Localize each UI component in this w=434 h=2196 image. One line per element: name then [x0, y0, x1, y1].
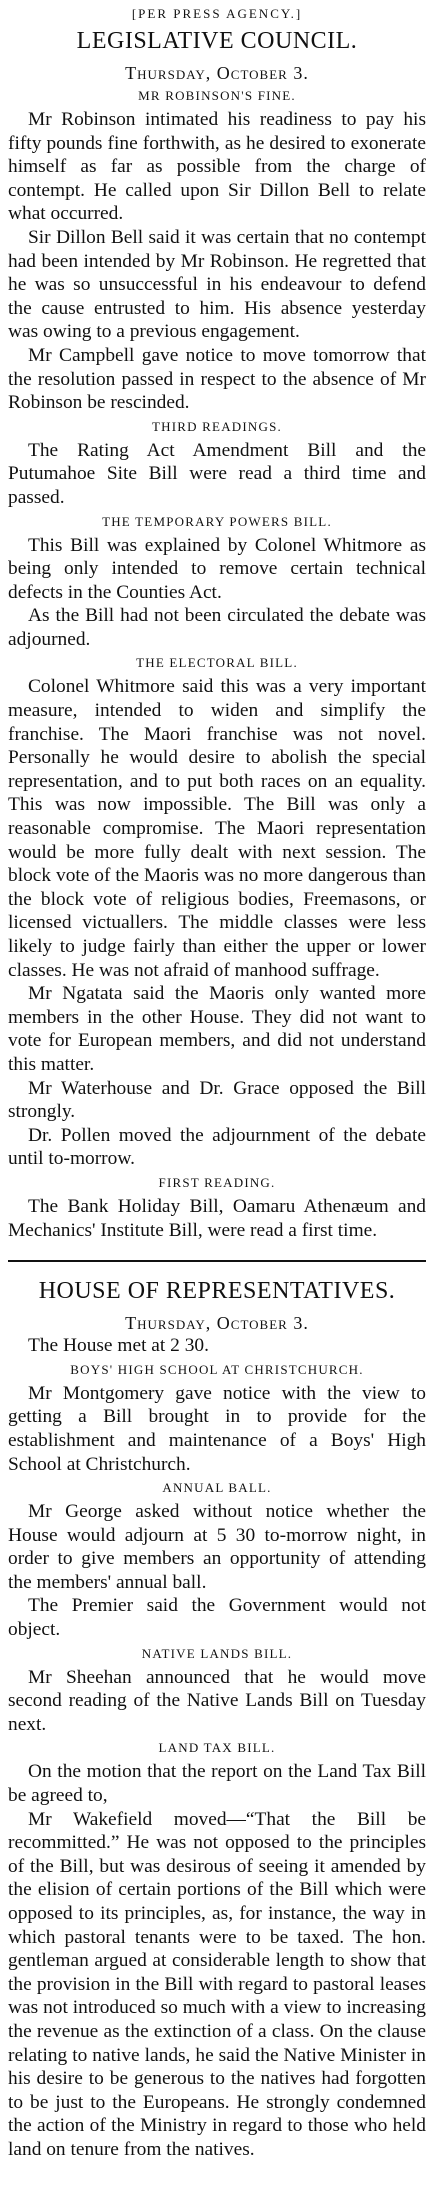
paragraph: Mr Montgomery gave notice with the view to getting a Bill brought in to provide for the establishment and maintenance of a Boys' High School at Christchurch.	[8, 1382, 426, 1475]
paragraph: The House met at 2 30.	[28, 1335, 209, 1357]
paragraph: As the Bill had not been circulated the debate was adjourned.	[8, 605, 426, 650]
paragraph: The Rating Act Amendment Bill and the Putumahoe Site Bill were read a third time and passed.	[8, 439, 426, 508]
paragraph: On the motion that the report on the Land Tax Bill be agreed to,	[8, 1761, 426, 1807]
paragraph: Mr Campbell gave notice to move tomorrow that the resolution passed in respect to the absence of Mr Robinson be rescinded.	[8, 344, 426, 414]
paragraph: Sir Dillon Bell said it was certain that no contempt had been intended by Mr Robinson. He regretted that he was so unsuccessful in his endeavour to defend the cause entrusted to him. His absence yesterday was owing to a previous engagement.	[8, 226, 426, 343]
subheading-robinson-fine: MR ROBINSON'S FINE.	[138, 88, 296, 103]
subheading-land-tax-bill: LAND TAX BILL.	[158, 1740, 276, 1756]
agency-credit: [PER PRESS AGENCY.]	[131, 6, 303, 21]
paragraph: Mr Ngatata said the Maoris only wanted more members in the other House. They did not want to vote for European members, and did not understand this matter.	[8, 983, 426, 1075]
paragraph: This Bill was explained by Colonel Whitmore as being only intended to remove certain technical defects in the Counties Act.	[8, 534, 426, 603]
section-divider	[8, 1260, 426, 1262]
house-date: Thursday, October 3.	[125, 1313, 309, 1334]
council-title: LEGISLATIVE COUNCIL.	[76, 28, 358, 54]
paragraph: Colonel Whitmore said this was a very important measure, intended to widen and simplify the franchise. The Maori franchise was not novel. Personally he would desire to abolish the special representation, and to put both races on an equality. This was now impossible. The Bill was only a reasonable compromise. The Maori representation would be more fully dealt with next session. The block vote of the Maoris was no more dangerous than the block vote of religious bodies, Freemasons, or licensed victuallers. The middle classes were less likely to judge fairly than either the upper or lower classes. He was not afraid of manhood suffrage.	[8, 676, 426, 981]
subheading-temporary-powers-bill: THE TEMPORARY POWERS BILL.	[102, 513, 332, 529]
paragraph: Mr Sheehan announced that he would move second reading of the Native Lands Bill on Tuesday next.	[8, 1666, 426, 1735]
paragraph: Mr George asked without notice whether the House would adjourn at 5 30 to-morrow night, in order to give members an opportunity of attending the members' annual ball.	[8, 1501, 426, 1593]
subheading-native-lands-bill: NATIVE LANDS BILL.	[141, 1645, 293, 1661]
subheading-annual-ball: ANNUAL BALL.	[162, 1480, 272, 1496]
paragraph: Mr Robinson intimated his readiness to pay his fifty pounds fine forthwith, as he desired to exonerate himself as far as possible from the charge of contempt. He called upon Sir Dillon Bell to relate what occurred.	[8, 109, 426, 225]
subheading-third-readings: THIRD READINGS.	[152, 418, 282, 434]
paragraph: The Premier said the Government would not object.	[8, 1595, 426, 1641]
subheading-electoral-bill: THE ELECTORAL BILL.	[136, 655, 298, 671]
paragraph: Mr Waterhouse and Dr. Grace opposed the Bill strongly.	[8, 1077, 426, 1123]
subheading-boys-high-school: BOYS' HIGH SCHOOL AT CHRISTCHURCH.	[70, 1361, 364, 1377]
paragraph: Dr. Pollen moved the adjournment of the debate until to-morrow.	[8, 1124, 426, 1170]
paragraph: The Bank Holiday Bill, Oamaru Athenæum and Mechanics' Institute Bill, were read a first time.	[8, 1195, 426, 1241]
subheading-first-reading: FIRST READING.	[158, 1174, 276, 1190]
house-title: HOUSE OF REPRESENTATIVES.	[38, 1278, 396, 1305]
council-date: Thursday, October 3.	[125, 63, 309, 83]
paragraph: Mr Wakefield moved—“That the Bill be recommitted.” He was not opposed to the principles of the Bill, but was desirous of seeing it amended by the elision of certain portions of the Bill which were opposed to its principles, as, for instance, the way in which pastoral tenants were to be taxed. The hon. gentleman argued at considerable length to show that the provision in the Bill with regard to pastoral leases was not introduced so much with a view to increasing the revenue as the extinction of a class. On the clause relating to native lands, he said the Native Minister in his desire to be generous to the natives had forgotten to be just to the Europeans. He strongly condemned the action of the Ministry in regard to those who held land on tenure from the natives.	[8, 1808, 426, 2160]
